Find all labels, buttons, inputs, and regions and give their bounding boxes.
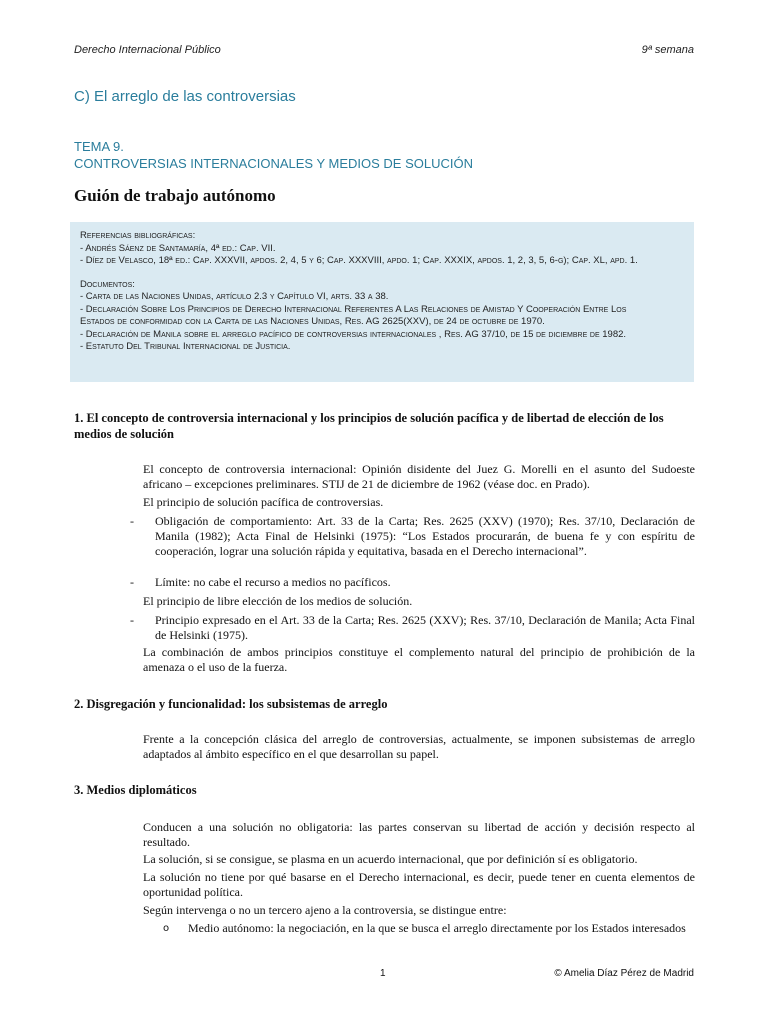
references-box	[70, 222, 694, 382]
document-item: - Declaración Sobre Los Principios de Derecho Internacional Referentes A Las Relaciones de Amistad Y Cooperación Entre Los	[80, 303, 627, 315]
page-number: 1	[380, 968, 386, 979]
tema-number: TEMA 9.	[74, 139, 124, 154]
reference-item: - Andrés Sáenz de Santamaría, 4ª ed.: Cap. VII.	[80, 242, 276, 254]
bullet-text: Principio expresado en el Art. 33 de la Carta; Res. 2625 (XXV); Res. 37/10, Declaración de Manila; Acta Final de Helsinki (1975).	[155, 613, 695, 642]
dash-marker: -	[130, 575, 134, 589]
dash-marker: -	[130, 514, 134, 528]
paragraph: Conducen a una solución no obligatoria: las partes conservan su libertad de acción y decisión respecto al resultado.	[143, 820, 695, 849]
circle-marker: o	[163, 923, 170, 934]
paragraph: La solución, si se consigue, se plasma en un acuerdo internacional, que por definición sí es obligatorio.	[143, 852, 638, 866]
guion-title: Guión de trabajo autónomo	[74, 186, 276, 205]
section-2-heading: 2. Disgregación y funcionalidad: los subsistemas de arreglo	[74, 697, 388, 711]
paragraph: La solución no tiene por qué basarse en el Derecho internacional, es decir, puede tener en cuenta elementos de oportunidad política.	[143, 870, 695, 899]
header-week: 9ª semana	[641, 44, 694, 56]
header-course: Derecho Internacional Público	[74, 44, 221, 56]
section-3-heading: 3. Medios diplomáticos	[74, 783, 197, 797]
section-1-heading: 1. El concepto de controversia internacional y los principios de solución pacífica y de libertad de elección de los medios de solución	[74, 411, 664, 441]
paragraph: La combinación de ambos principios constituye el complemento natural del principio de prohibición de la amenaza o el uso de la fuerza.	[143, 645, 695, 674]
document-item: - Declaración de Manila sobre el arreglo pacífico de controversias internacionales , Res. AG 37/10, de 15 de diciembre de 1982.	[80, 328, 627, 340]
reference-item: - Díez de Velasco, 18ª ed.: Cap. XXXVII, apdos. 2, 4, 5 y 6; Cap. XXXVIII, apdo. 1; Cap. XXXIX, apdos. 1, 2, 3, 5, 6-g); Cap. XL, apd. 1.	[80, 255, 638, 266]
documents-heading: Documentos:	[80, 278, 135, 290]
references-heading: Referencias bibliográficas:	[80, 230, 196, 241]
document-item: - Estatuto Del Tribunal Internacional de Justicia.	[80, 341, 291, 352]
bullet-text: Medio autónomo: la negociación, en la que se busca el arreglo directamente por los Estados interesados	[188, 921, 686, 935]
footer-copyright: © Amelia Díaz Pérez de Madrid	[554, 968, 694, 979]
dash-marker: -	[130, 613, 134, 627]
paragraph: El principio de solución pacífica de controversias.	[143, 495, 384, 509]
paragraph: Frente a la concepción clásica del arreglo de controversias, actualmente, se imponen subsistemas de arreglo adaptados al ámbito específico en el que desarrollan su papel.	[143, 732, 695, 761]
paragraph: Según intervenga o no un tercero ajeno a la controversia, se distingue entre:	[143, 903, 507, 917]
paragraph: El concepto de controversia internacional: Opinión disidente del Juez G. Morelli en el asunto del Sudoeste africano – excepciones preliminares. STIJ de 21 de diciembre de 1962 (véase doc. en Prado).	[143, 462, 695, 491]
tema-title: CONTROVERSIAS INTERNACIONALES Y MEDIOS DE SOLUCIÓN	[74, 156, 473, 171]
bullet-text: Límite: no cabe el recurso a medios no pacíficos.	[155, 575, 391, 589]
document-item: Estados de conformidad con la Carta de las Naciones Unidas, Res. AG 2625(XXV), de 24 de octubre de 1970.	[80, 316, 545, 327]
section-c-title: C) El arreglo de las controversias	[74, 88, 296, 105]
paragraph: El principio de libre elección de los medios de solución.	[143, 594, 413, 608]
bullet-text: Obligación de comportamiento: Art. 33 de la Carta; Res. 2625 (XXV) (1970); Res. 37/10, Declaración de Manila (1982); Acta Final de Helsinki (1975): “Los Estados procurarán, de buena fe y con espíritu de cooperación, lograr una solución rápida y equitativa, basada en el Derecho internacional”.	[155, 514, 695, 558]
tema-heading	[74, 138, 473, 172]
document-item: - Carta de las Naciones Unidas, artículo 2.3 y Capítulo VI, arts. 33 a 38.	[80, 291, 389, 302]
